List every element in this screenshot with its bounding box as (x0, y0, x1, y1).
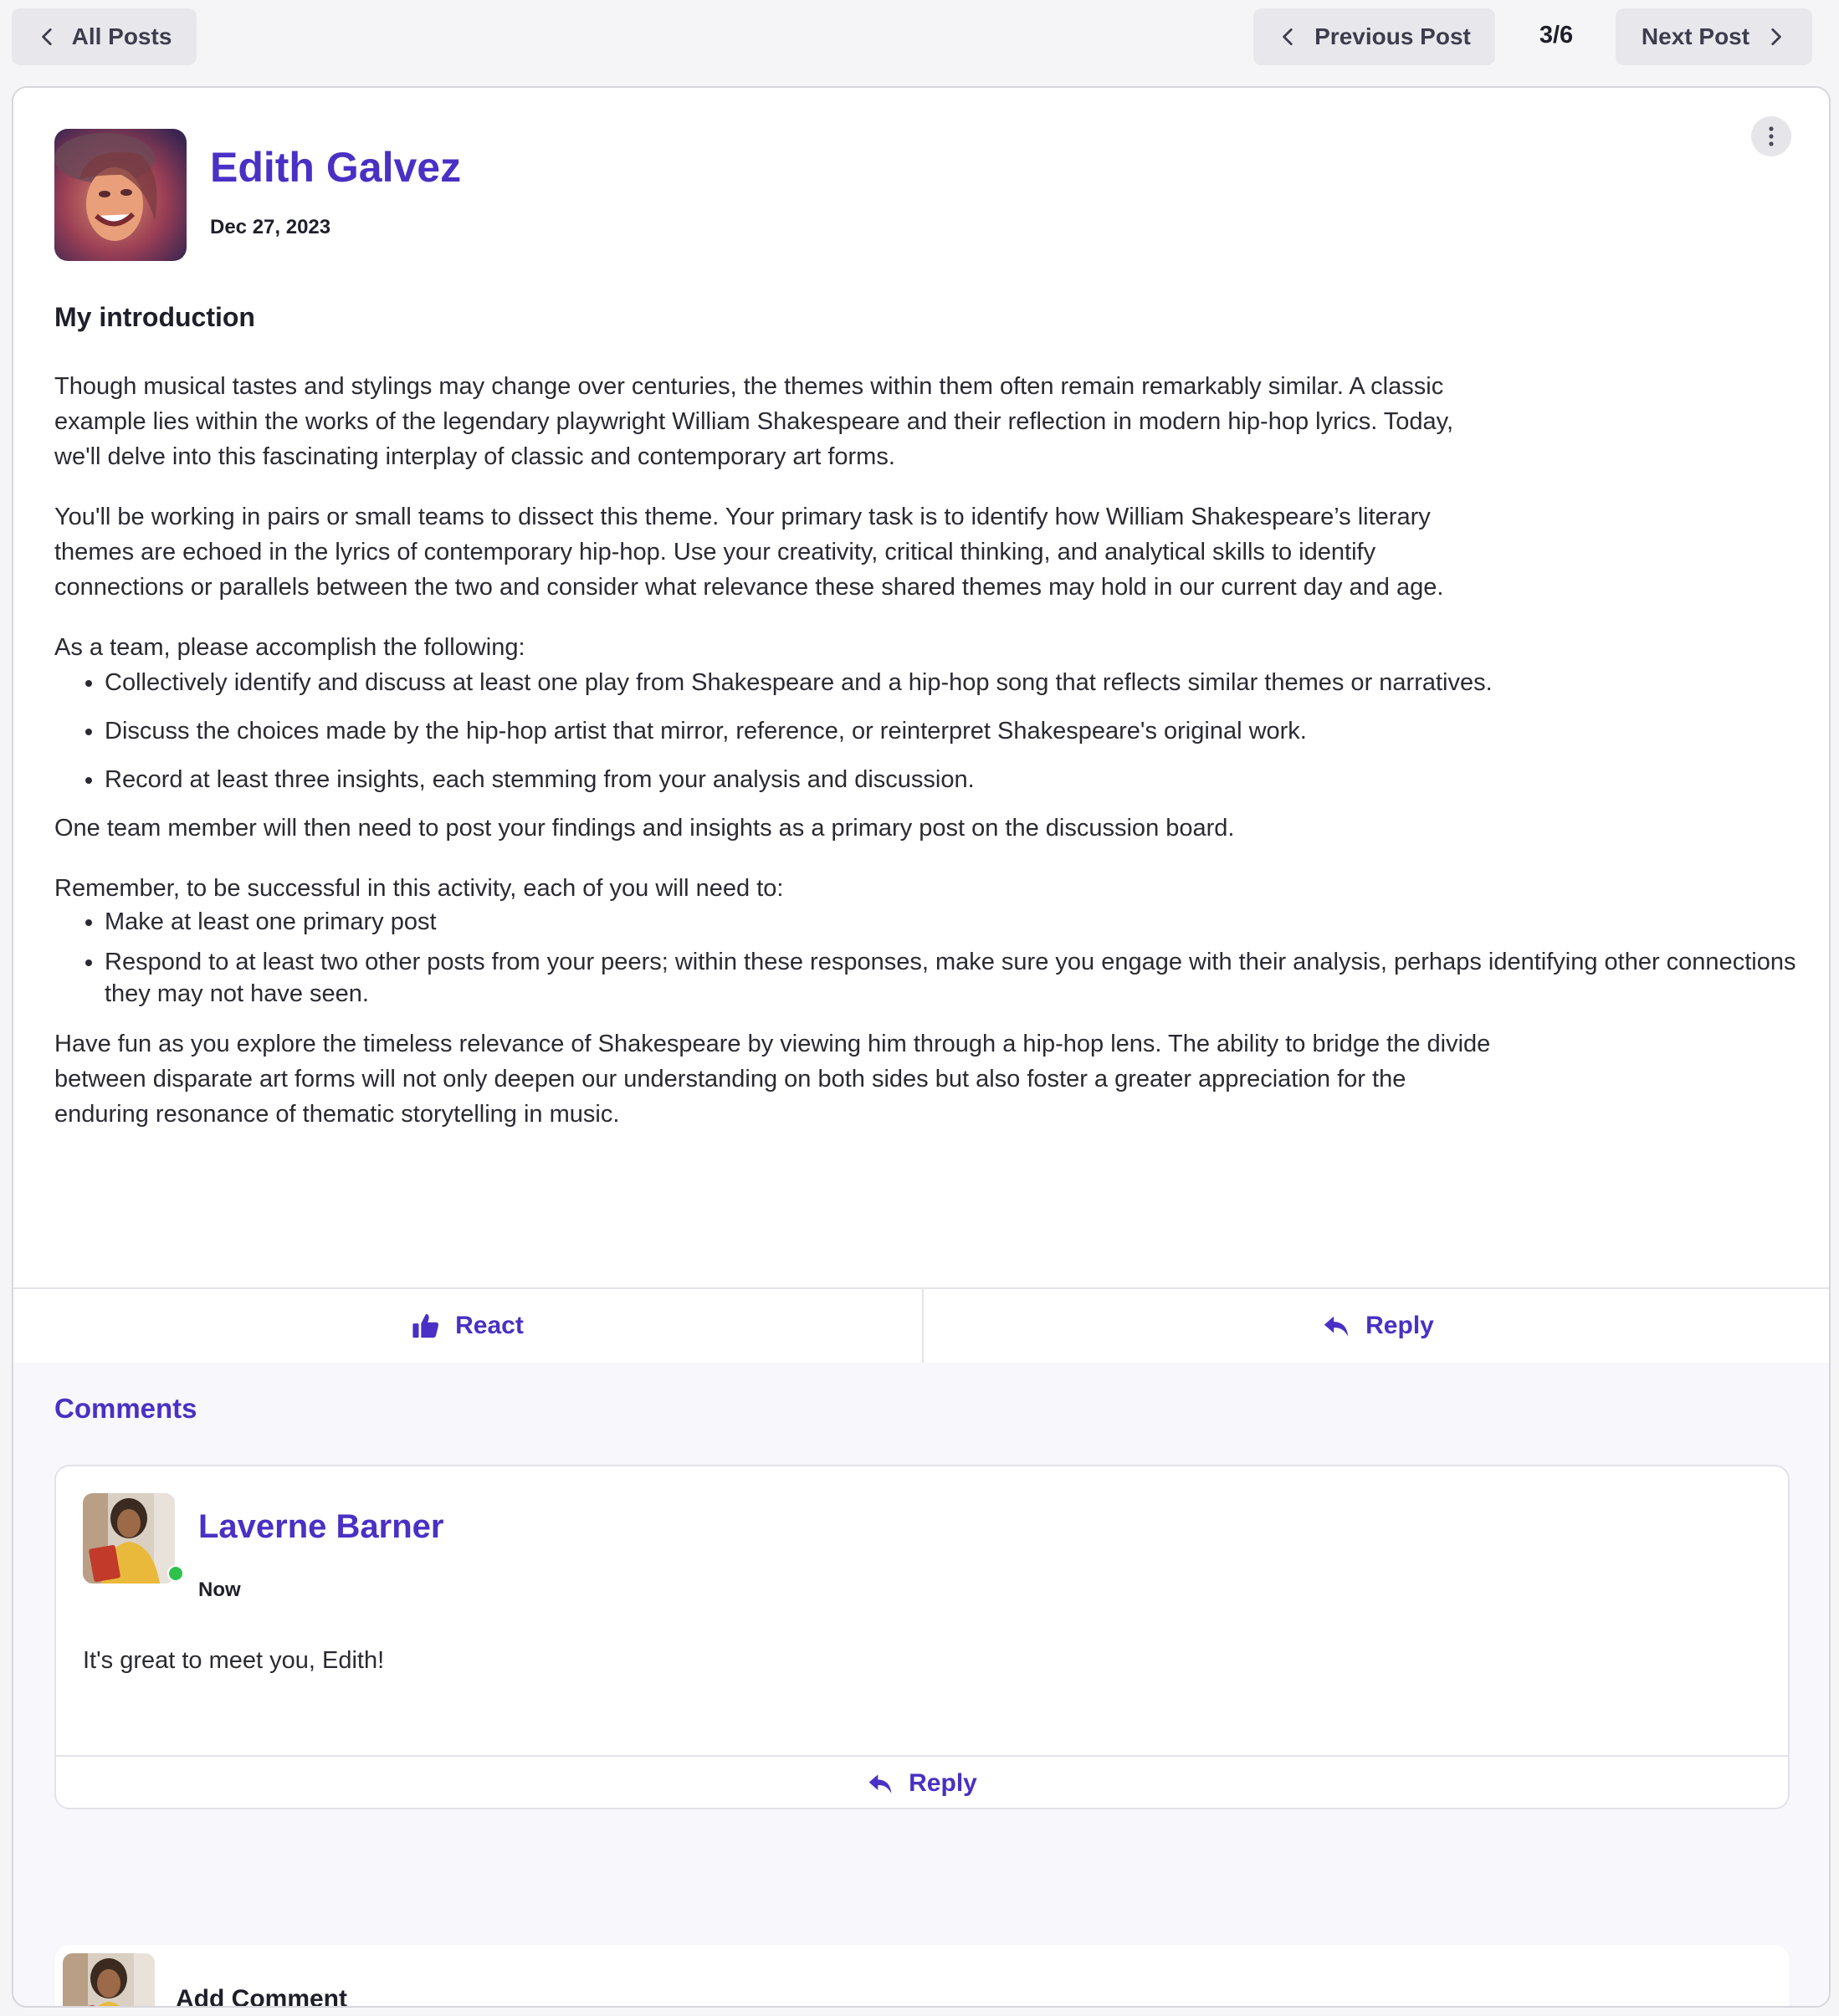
list-item: • Respond to at least two other posts from your peers; within these responses, make sure you engage with their analysis, perhaps identifying other connections they may not have seen. (105, 946, 1811, 1010)
comment-reply-button[interactable] (56, 1755, 1788, 1809)
post-title: My introduction (54, 302, 255, 332)
top-nav-bar (0, 0, 1839, 84)
comments-heading: Comments (54, 1393, 197, 1424)
post-card (12, 86, 1831, 2008)
post-body (54, 369, 1796, 1157)
react-button[interactable] (13, 1289, 922, 1363)
reply-button[interactable] (922, 1289, 1831, 1363)
next-post-label: Next Post (1641, 23, 1750, 49)
team-task-list (54, 665, 1493, 797)
add-comment-box[interactable] (54, 1945, 1790, 2008)
chevron-left-icon (1278, 26, 1299, 48)
next-post-button[interactable] (1616, 8, 1812, 65)
add-comment-label[interactable]: Add Comment (176, 1985, 347, 2008)
chevron-left-icon (37, 26, 59, 48)
comments-section (13, 1363, 1831, 2008)
previous-post-button[interactable] (1253, 8, 1495, 65)
online-status-dot (167, 1565, 184, 1582)
comment-time: Now (198, 1579, 241, 1601)
chevron-right-icon (1765, 26, 1786, 48)
post-action-bar (13, 1287, 1831, 1363)
list-item: • Collectively identify and discuss at least one play from Shakespeare and a hip-hop song that reflects similar themes or narratives. (105, 665, 1493, 700)
reply-label: Reply (1365, 1312, 1434, 1339)
post-date: Dec 27, 2023 (210, 216, 331, 238)
post-counter: 3/6 (1539, 22, 1574, 49)
current-user-avatar (63, 1953, 155, 2008)
thumbs-up-icon (412, 1312, 440, 1340)
post-paragraph: Have fun as you explore the timeless relevance of Shakespeare by viewing him through a hip-hop lens. The ability to bridge the divide between disparate art forms will not only deepen our understanding on both sides but also foster a greater appreciation for the enduring resonance of thematic storytelling in music. (54, 1031, 1491, 1128)
post-paragraph: Remember, to be successful in this activity, each of you will need to: (54, 875, 784, 902)
all-posts-label: All Posts (71, 23, 172, 49)
all-posts-button[interactable] (12, 8, 197, 65)
list-item: • Discuss the choices made by the hip-hop artist that mirror, reference, or reinterpret Shakespeare's original work. (105, 714, 1493, 749)
react-label: React (455, 1312, 524, 1339)
post-paragraph: You'll be working in pairs or small teams to dissect this theme. Your primary task is to identify how William Shakespeare’s literary themes are echoed in the lyrics of contemporary hip-hop. Use your creativity, critical thinking, and analytical skills to identify connections or parallels between the two and consider what relevance these shared themes may hold in our current day and age. (54, 504, 1444, 601)
commenter-avatar (83, 1493, 175, 1584)
author-avatar (54, 129, 187, 261)
reply-arrow-icon (867, 1770, 894, 1797)
list-item: • Make at least one primary post (105, 906, 1811, 938)
author-name[interactable]: Edith Galvez (210, 144, 462, 191)
more-options-button[interactable] (1751, 116, 1791, 156)
comment-text: It's great to meet you, Edith! (83, 1647, 385, 1674)
post-paragraph: As a team, please accomplish the following: (54, 634, 525, 661)
more-vertical-icon (1768, 125, 1775, 147)
commenter-name[interactable]: Laverne Barner (198, 1508, 444, 1545)
previous-post-label: Previous Post (1314, 23, 1471, 49)
requirements-list (54, 906, 1811, 1010)
post-paragraph: Though musical tastes and stylings may change over centuries, the themes within them often remain remarkably similar. A classic example lies within the works of the legendary playwright William Shakespeare and their reflection in modern hip-hop lyrics. Today, we'll delve into this fascinating interplay of classic and contemporary art forms. (54, 373, 1454, 470)
post-paragraph: One team member will then need to post your findings and insights as a primary post on the discussion board. (54, 815, 1235, 842)
comment-card (54, 1465, 1790, 1809)
comment-reply-label: Reply (909, 1768, 977, 1797)
reply-arrow-icon (1322, 1312, 1350, 1340)
list-item: • Record at least three insights, each stemming from your analysis and discussion. (105, 762, 1493, 797)
